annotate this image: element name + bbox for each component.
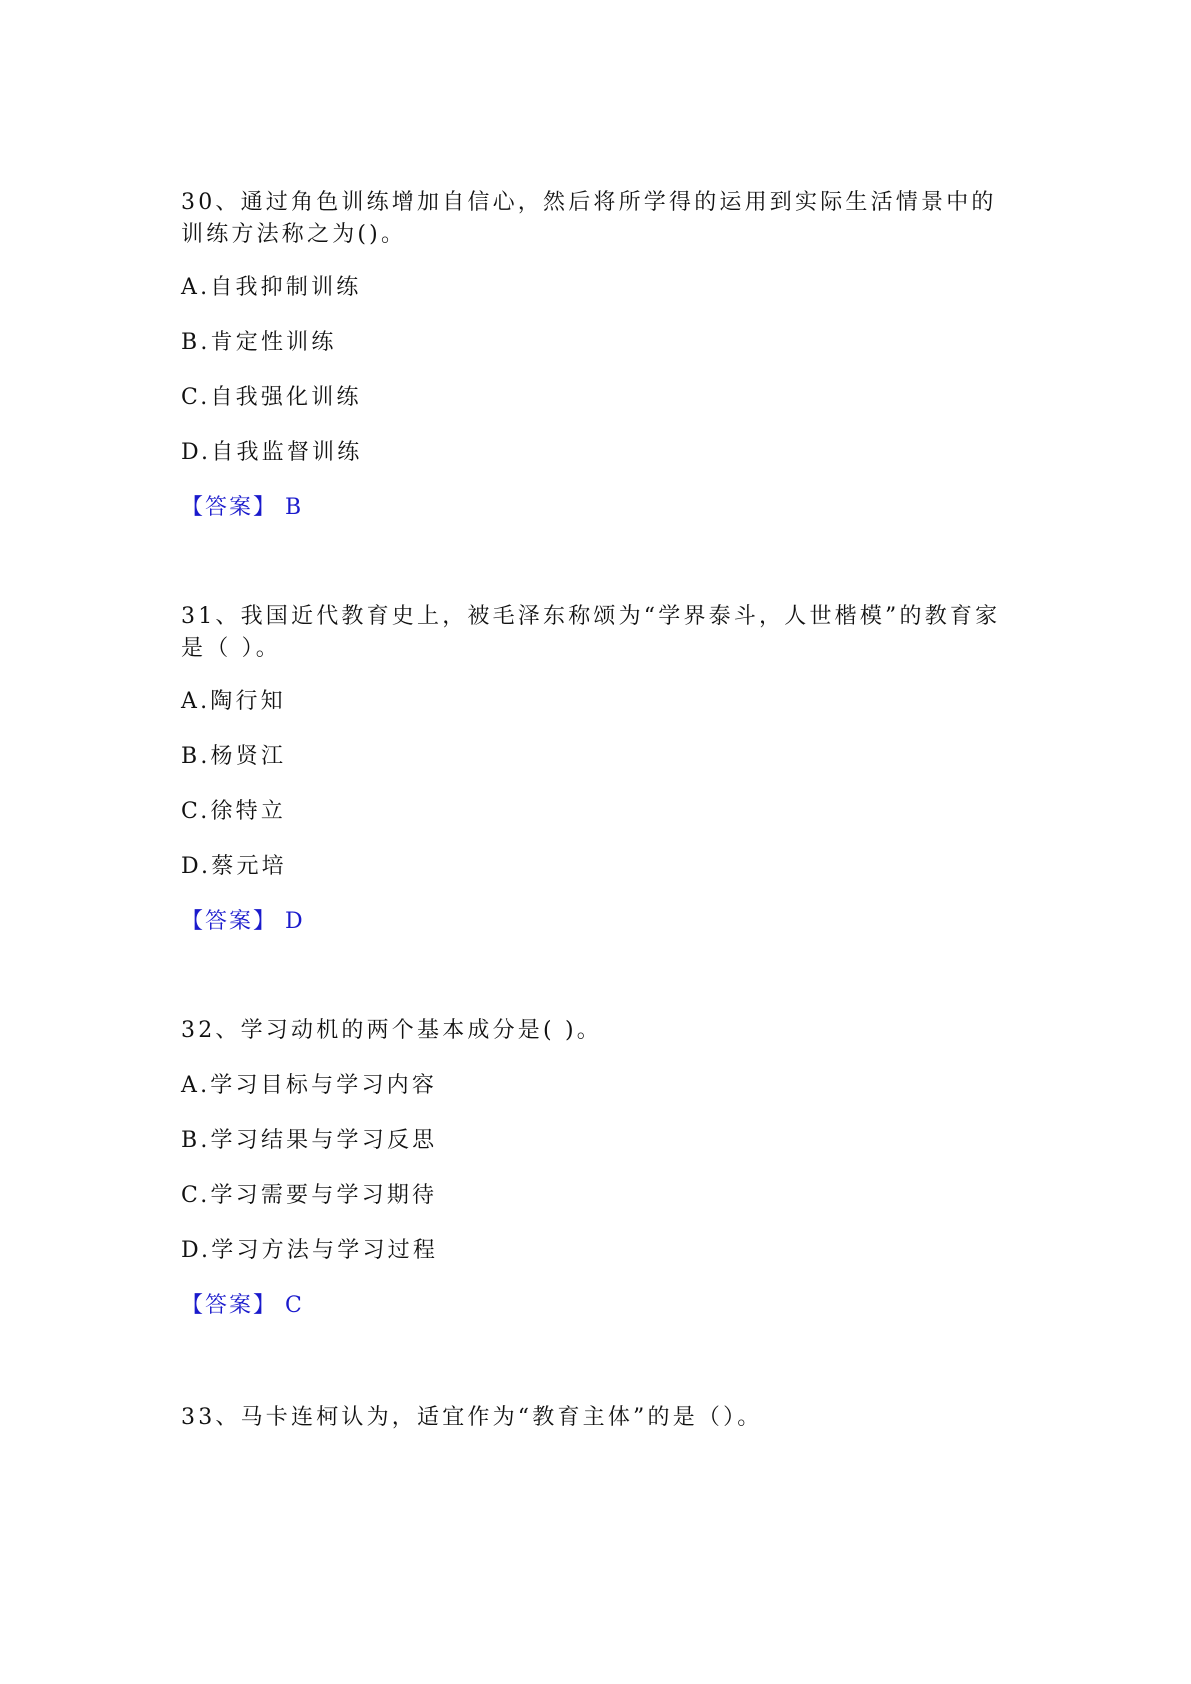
answer-label: 【答案】 — [181, 495, 278, 520]
answer-label: 【答案】 — [181, 1293, 278, 1318]
question-stem: 30、通过角色训练增加自信心，然后将所学得的运用到实际生活情景中的训练方法称之为()。 — [181, 190, 997, 247]
option-a: A.陶行知 — [181, 689, 286, 714]
question-30 — [181, 187, 1011, 520]
answer-line — [181, 907, 305, 937]
question-33 — [181, 1402, 1011, 1434]
option-d: D.自我监督训练 — [181, 440, 363, 465]
answer-label: 【答案】 — [181, 909, 278, 934]
question-31 — [181, 601, 1011, 934]
option-b: B.杨贤江 — [181, 744, 287, 769]
question-stem: 32、学习动机的两个基本成分是( )。 — [181, 1018, 602, 1043]
option-a: A.学习目标与学习内容 — [181, 1073, 438, 1098]
option-b: B.肯定性训练 — [181, 330, 337, 355]
option-b: B.学习结果与学习反思 — [181, 1128, 438, 1153]
answer-value: B — [285, 495, 304, 520]
answer-line — [181, 493, 303, 523]
answer-value: D — [285, 909, 305, 934]
question-stem: 33、马卡连柯认为，适宜作为“教育主体”的是（）。 — [181, 1405, 763, 1430]
option-d: D.学习方法与学习过程 — [181, 1238, 439, 1263]
option-c: C.学习需要与学习期待 — [181, 1183, 438, 1208]
option-c: C.徐特立 — [181, 799, 287, 824]
answer-line — [181, 1291, 304, 1321]
answer-value: C — [285, 1293, 304, 1318]
option-d: D.蔡元培 — [181, 854, 287, 879]
question-stem: 31、我国近代教育史上，被毛泽东称颂为“学界泰斗，人世楷模”的教育家是（ ）。 — [181, 604, 1001, 661]
option-a: A.自我抑制训练 — [181, 275, 362, 300]
question-32 — [181, 1015, 1011, 1318]
option-c: C.自我强化训练 — [181, 385, 362, 410]
